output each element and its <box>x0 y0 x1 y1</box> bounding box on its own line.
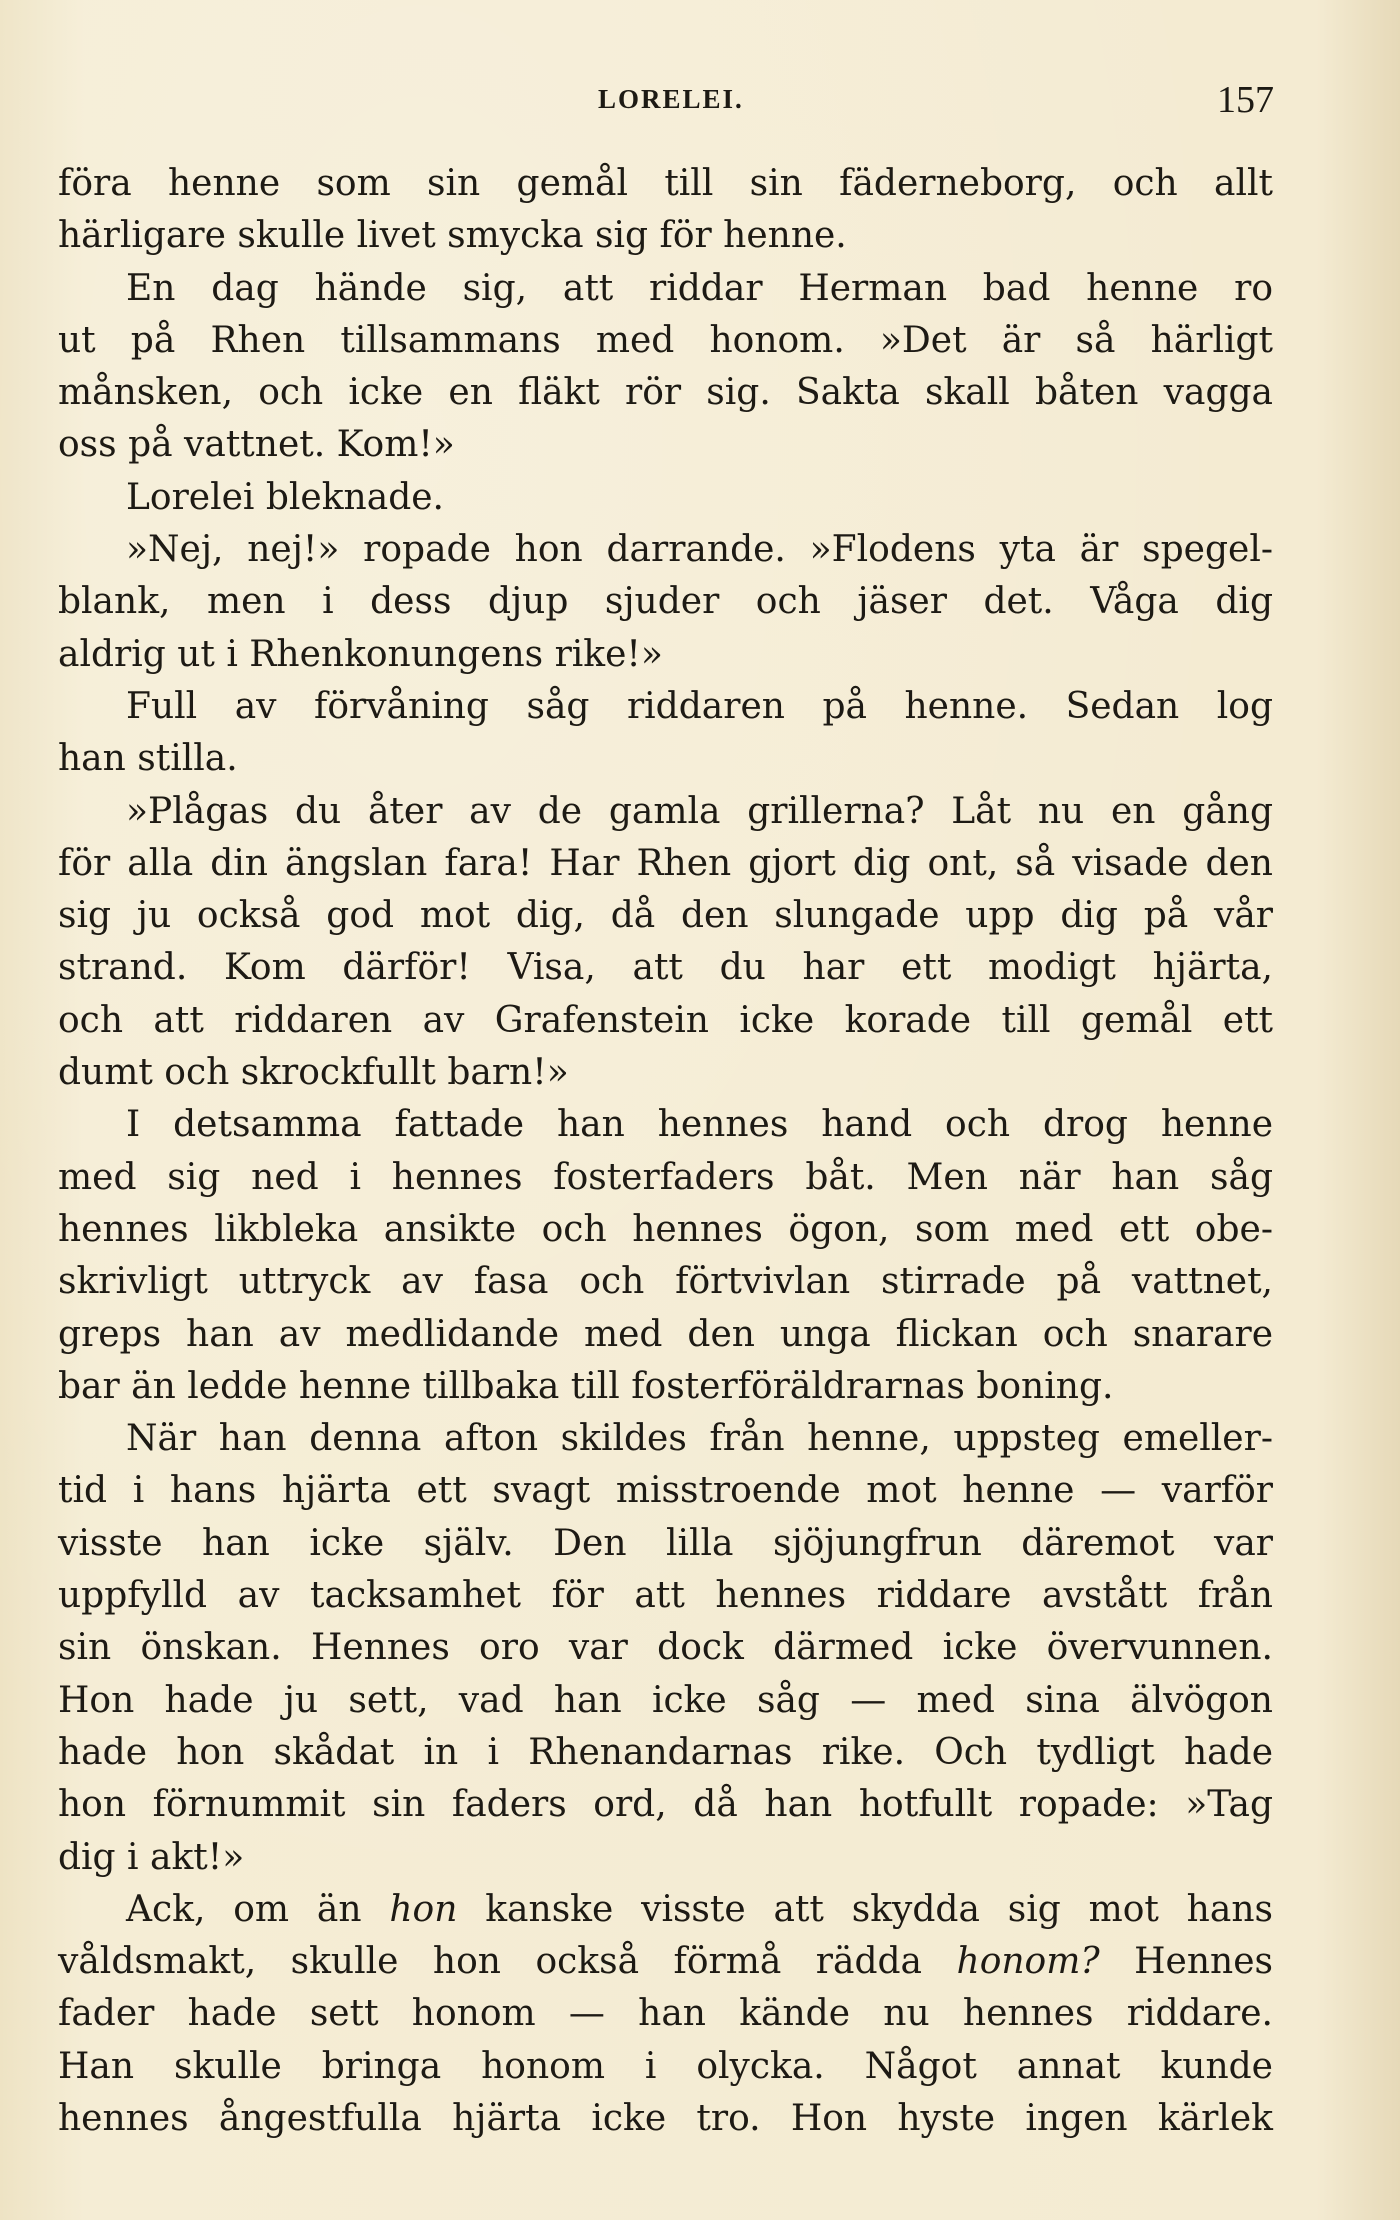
text-line: oss på vattnet. Kom!» <box>58 424 455 466</box>
text-line: »Plågas du åter av de gamla grillerna? Låt nu en gång <box>126 790 1273 832</box>
text-line: Lorelei bleknade. <box>126 476 444 518</box>
text-line: härligare skulle livet smycka sig för henne. <box>58 215 847 257</box>
text-line: ut på Rhen tillsammans med honom. »Det är så härligt <box>58 319 1273 361</box>
text-line: med sig ned i hennes fosterfaders båt. Men när han såg <box>58 1156 1273 1198</box>
text-line: för alla din ängslan fara! Har Rhen gjort dig ont, så visade den <box>58 842 1273 884</box>
text-line: tid i hans hjärta ett svagt misstroende mot henne — varför <box>58 1470 1273 1512</box>
text-line <box>58 1884 1273 1936</box>
text-line: aldrig ut i Rhenkonungens rike!» <box>58 633 663 675</box>
text-line: han stilla. <box>58 738 238 780</box>
running-head <box>0 78 1400 122</box>
text-line: hade hon skådat in i Rhenandarnas rike. Och tydligt hade <box>58 1731 1273 1773</box>
text-line: En dag hände sig, att riddar Herman bad henne ro <box>126 267 1273 309</box>
text-line: sig ju också god mot dig, då den slungade upp dig på vår <box>58 895 1273 937</box>
text-line: Hon hade ju sett, vad han icke såg — med sina älvögon <box>58 1679 1273 1721</box>
text-segment: Hennes <box>1099 1941 1274 1983</box>
text-segment: kanske visste att skydda sig mot hans <box>457 1888 1273 1930</box>
text-line: föra henne som sin gemål till sin fäderneborg, och allt <box>58 163 1273 204</box>
text-line: Han skulle bringa honom i olycka. Något annat kunde <box>58 2045 1273 2087</box>
text-line: hennes ångestfulla hjärta icke tro. Hon hyste ingen kärlek <box>58 2097 1273 2139</box>
text-line: och att riddaren av Grafenstein icke korade till gemål ett <box>58 999 1273 1041</box>
text-line: dumt och skrockfullt barn!» <box>58 1052 569 1094</box>
text-line <box>58 1936 1273 1988</box>
text-segment: våldsmakt, skulle hon också förmå rädda <box>58 1941 957 1983</box>
text-line: När han denna afton skildes från henne, uppsteg emeller- <box>126 1418 1273 1460</box>
text-line: visste han icke själv. Den lilla sjöjungfrun däremot var <box>58 1522 1273 1564</box>
text-line: skrivligt uttryck av fasa och förtvivlan stirrade på vattnet, <box>58 1261 1273 1303</box>
text-line: I detsamma fattade han hennes hand och drog henne <box>126 1104 1273 1146</box>
chapter-title: LORELEI. <box>598 84 744 114</box>
text-line: hennes likbleka ansikte och hennes ögon, som med ett obe- <box>58 1208 1273 1250</box>
italic-word: hon <box>389 1888 458 1930</box>
text-segment: Ack, om än <box>126 1888 390 1930</box>
text-line: greps han av medlidande med den unga flickan och snarare <box>58 1313 1273 1355</box>
text-line: Full av förvåning såg riddaren på henne. Sedan log <box>126 685 1273 727</box>
text-line: fader hade sett honom — han kände nu hennes riddare. <box>58 1993 1273 2035</box>
text-line: dig i akt!» <box>58 1836 245 1878</box>
text-line: månsken, och icke en fläkt rör sig. Sakta skall båten vagga <box>58 372 1273 414</box>
page-number: 157 <box>1217 79 1274 121</box>
text-line: blank, men i dess djup sjuder och jäser det. Våga dig <box>58 581 1273 623</box>
text-line: sin önskan. Hennes oro var dock därmed icke övervunnen. <box>58 1627 1273 1669</box>
italic-word: honom? <box>956 1941 1100 1983</box>
text-line: »Nej, nej!» ropade hon darrande. »Flodens yta är spegel- <box>126 529 1273 571</box>
text-line: bar än ledde henne tillbaka till fosterföräldrarnas boning. <box>58 1365 1114 1407</box>
text-line: strand. Kom därför! Visa, att du har ett modigt hjärta, <box>58 947 1273 989</box>
body-text <box>58 158 1273 2145</box>
text-line: hon förnummit sin faders ord, då han hotfullt ropade: »Tag <box>58 1784 1273 1826</box>
text-line: uppfylld av tacksamhet för att hennes riddare avstått från <box>58 1575 1273 1617</box>
